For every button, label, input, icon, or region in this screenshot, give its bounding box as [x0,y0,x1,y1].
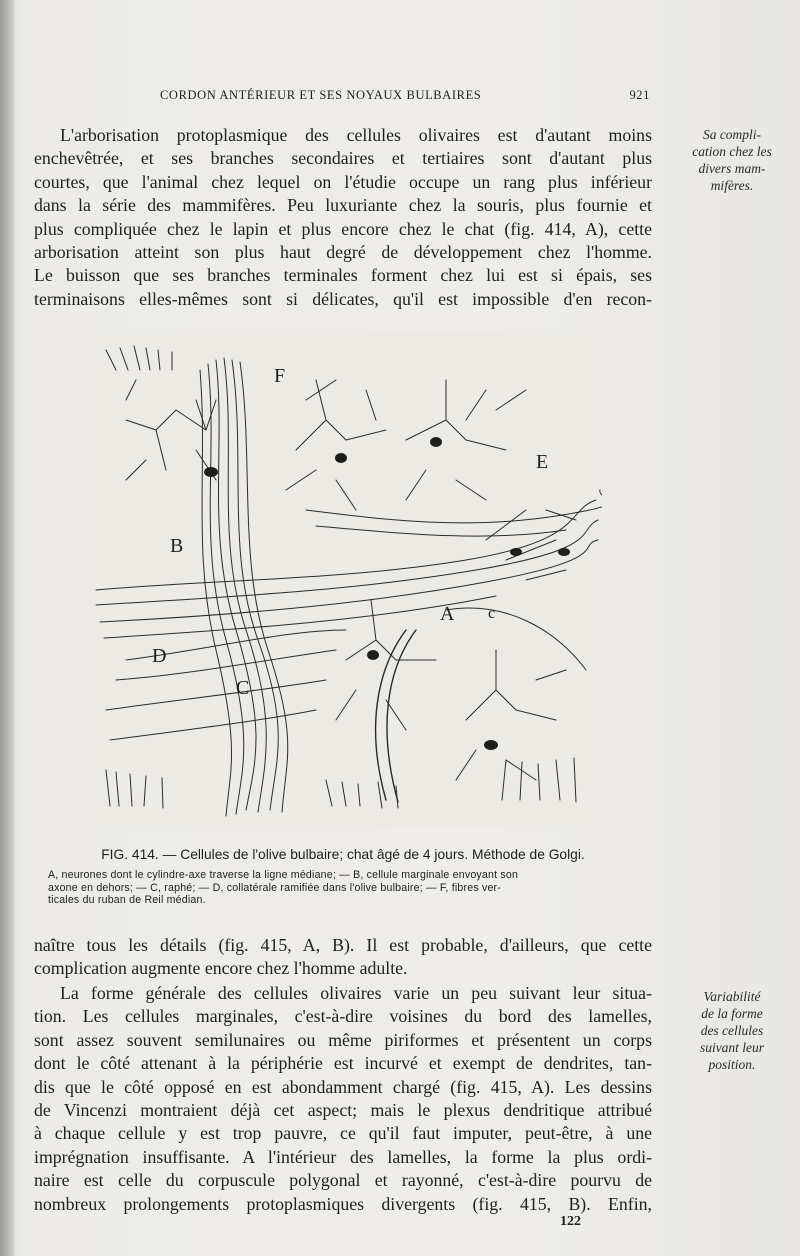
text-line: naître tous les détails (fig. 415, A, B). Il est probable, d'ailleurs, que cette [34,935,652,955]
text-line: dont le côté attenant à la périphérie est incurvé et exempt de dendrites, tan- [34,1053,652,1074]
margin-note-line: divers mam- [698,161,766,176]
text-line: de Vincenzi montraient déjà cet aspect; mais le plexus dendritique attribué [34,1100,652,1121]
margin-note-line: de la forme [701,1006,763,1021]
margin-note-line: cation chez les [692,144,772,159]
caption-legend-line: ticales du ruban de Reil médian. [48,894,206,907]
text-line: terminaisons elles-mêmes sont si délicates, qu'il est impossible d'en recon- [34,288,652,309]
page-gutter-shadow [0,0,14,1256]
margin-note-line: position. [708,1057,756,1072]
label-F: F [274,365,286,387]
label-D: D [152,645,167,667]
text-line: arborisation atteint son plus haut degré de développement chez l'homme. [34,242,652,263]
text-line: tion. Les cellules marginales, c'est-à-dire voisines du bord des lamelles, [34,1006,652,1027]
label-C: C [236,677,250,699]
label-B: B [170,535,184,557]
golgi-olive-illustration [86,330,602,826]
caption-main: FIG. 414. — Cellules de l'olive bulbaire; chat âgé de 4 jours. Méthode de Golgi. [101,847,585,862]
text-line: enchevêtrée, et ses branches secondaires et tertiaires sont d'autant plus [34,148,652,169]
paragraph-3 [34,982,652,1216]
caption-legend-line: axone en dehors; — C, raphé; — D, collatérale ramifiée dans l'olive bulbaire; — F, fibres ver- [48,881,502,894]
label-E: E [536,451,549,473]
figure-caption [34,846,652,907]
margin-note-line: Variabilité [703,989,761,1004]
text-line: sont assez souvent semilunaires ou même piriformes et présentent un corps [34,1029,652,1050]
margin-note-line: Sa compli- [702,127,762,142]
signature-number: 122 [560,1214,581,1229]
label-c: c [488,605,496,622]
text-line: dis que le côté opposé en est abondamment chargé (fig. 415, A). Les dessins [34,1076,652,1097]
text-line: à chaque cellule y est trop pauvre, ce qu'il faut imputer, peut-être, à une [34,1123,652,1144]
text-line: plus compliquée chez le lapin et plus encore chez le chat (fig. 414, A), cette [34,218,652,239]
paragraph-1 [34,124,652,311]
margin-note-line: suivant leur [699,1040,765,1055]
margin-note-line: mifères. [710,178,754,193]
header-title: CORDON ANTÉRIEUR ET SES NOYAUX BULBAIRES [160,88,482,102]
margin-note-variability [672,988,792,1073]
margin-note-line: des cellules [700,1023,764,1038]
text-line: imprégnation insuffisante. A l'intérieur des lamelles, la forme la plus ordi- [34,1146,652,1167]
text-line: dans la série des mammifères. Peu luxuriante chez la souris, plus fournie et [34,195,652,216]
text-line: nombreux prolongements protoplasmiques divergents (fig. 415, B). Enfin, [34,1193,652,1214]
caption-legend-line: A, neurones dont le cylindre-axe traverse la ligne médiane; — B, cellule marginale envoyant son [48,869,519,881]
text-line: courtes, que l'animal chez lequel on l'étudie occupe un rang plus inférieur [34,171,652,192]
margin-note-complication [672,126,792,194]
text-line: naire est celle du corpuscule polygonal et rayonné, c'est-à-dire pourvu de [34,1170,652,1191]
page-number: 921 [629,88,650,102]
text-line: complication augmente encore chez l'homme adulte. [34,958,408,979]
text-line: Le buisson que ses branches terminales forment chez lui est si épais, ses [34,265,652,286]
text-line: L'arborisation protoplasmique des cellules olivaires est d'autant moins [60,125,652,145]
label-A: A [440,603,455,625]
text-line: La forme générale des cellules olivaires varie un peu suivant leur situa- [60,983,652,1003]
paragraph-2 [34,934,652,981]
